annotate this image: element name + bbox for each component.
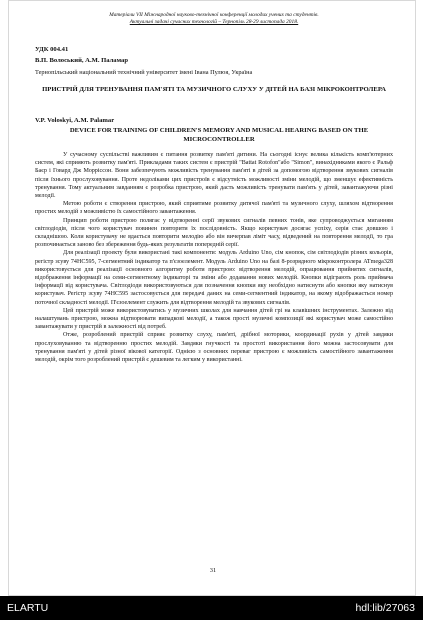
authors-english: V.P. Voloskyi, A.M. Palamar	[35, 117, 115, 124]
paragraph: Для реалізації проекту були використані такі компоненти: модуль Arduino Uno, сім кнопок, сім світлодіодів різних кольорів, регістр зсуву 74HC595, 7-сегментний індикатор та п'єзоелемент. Модуль Arduino Uno на базі 8-розрядного мікроконтролера ATmega328 використовується для реалізації основного алгоритму роботи пристрою: відтворення мелодій, опрацювання прийнятих сигналів, відображення інформації на семи-сегментному індикаторі та зміни або додавання нових мелодій. Кнопки відіграють роль приймача інформації від користувача. Світлодіоди використовуються для позначення кнопки яку необхідно натиснути або кнопки яку натиснув користувач. Регістр зсуву 74HC595 застосовується для передачі даних на семи-сегментний індикатор, на якому відображається номер поточної складності мелодії. П'єзоелемент служить для відтворення мелодій та звукових сигналів.	[35, 250, 393, 306]
paragraph: У сучасному суспільстві важливим є питання розвитку пам'яті дитини. На сьогодні існує велика кількість комп'ютерних систем, які сприяють розвитку пам'яті. Прикладами таких систем є пристрій "Battat Rotofon"або "Simon", винахідниками якого є Ральф Баєр і Говард Дж Морріссон. Вони забезпечують можливість тренування пам'яті в дітей за допомогою відтворення звукових сигналів після їхнього прослуховування. Проте недоліками цих пристроїв є відсутність можливості зміни мелодій, що зменшує ефективність тренування. Тому актуальним завданням є розробка пристрою, який дасть можливість тренувати пам'ять у дітей, завантажуючи різні мелодії.	[35, 152, 393, 200]
authors-ukrainian: В.П. Волоський, А.М. Паламар	[35, 57, 129, 64]
page-number: 31	[209, 567, 217, 574]
paper-page	[8, 0, 416, 596]
udk-code: УДК 004.41	[35, 46, 69, 53]
handle-id: hdl:lib/27063	[355, 602, 415, 614]
conference-header	[35, 12, 393, 26]
paragraph: Отже, розроблений пристрій сприяє розвитку слуху, пам'яті, дрібної моторики, координації рухів у дітей завдяки прослуховуванню та відтворенню простих мелодій. Завдяки гнучкості та простоті використання його можна застосовувати для тренування пам'яті у дітей різної вікової категорії. Однією з основних переваг пристрою є можливість самостійного завантаження мелодій, окрім того розроблений пристрій є дешевим та легким у використанні.	[35, 332, 393, 364]
paragraph: Цей пристрій може використовуватись у музичних школах для навчання дітей грі на клавішних інструментах. Залежно від налаштувань пристрою, можна відтворювати випадкові мелодії, а також прості музичні композиції які користувач може самостійно завантажувати у пристрій в залежності від потреб.	[35, 307, 393, 331]
paragraph: Метою роботи є створення пристрою, який сприятиме розвитку дитячої пам'яті та музичного слуху, шляхом відтворення простих мелодій з можливістю їх самостійного завантаження.	[35, 201, 393, 216]
paragraph: Принцип роботи пристрою полягає у відтворенні серії звукових сигналів певних тонів, яке супроводжується миганням світлодіодів, після чого користувач повинен повторити їх послідовність. Якщо користувач досягає успіху, серія стає довшою і складнішою. Коли користувачу не вдається повторити мелодію або він вичерпав ліміт часу, відведений на повторення мелодії, то гра розпочинається заново без збереження будь-яких результатів попередній серії.	[35, 217, 393, 249]
header-line-1: Матеріали VII Міжнародної науково-технічної конференції молодих учених та студентів.	[109, 12, 319, 18]
repository-name: ELARTU	[7, 602, 49, 614]
title-english: DEVICE FOR TRAINING OF CHILDREN'S MEMORY AND MUSICAL HEARING BASED ON THE MICROCONTROLLER	[69, 127, 369, 143]
footer-bar	[0, 596, 423, 620]
affiliation: Тернопільський національний технічний університет імені Івана Пулюя, Україна	[35, 69, 253, 76]
header-line-2: Актуальні задачі сучасних технологій – Тернопіль 28-29 листопада 2018.	[129, 19, 299, 25]
paper-body	[35, 151, 393, 364]
title-ukrainian: ПРИСТРІЙ ДЛЯ ТРЕНУВАННЯ ПАМ'ЯТІ ТА МУЗИЧНОГО СЛУХУ У ДІТЕЙ НА БАЗІ МІКРОКОНТРОЛЕРА	[42, 86, 386, 93]
